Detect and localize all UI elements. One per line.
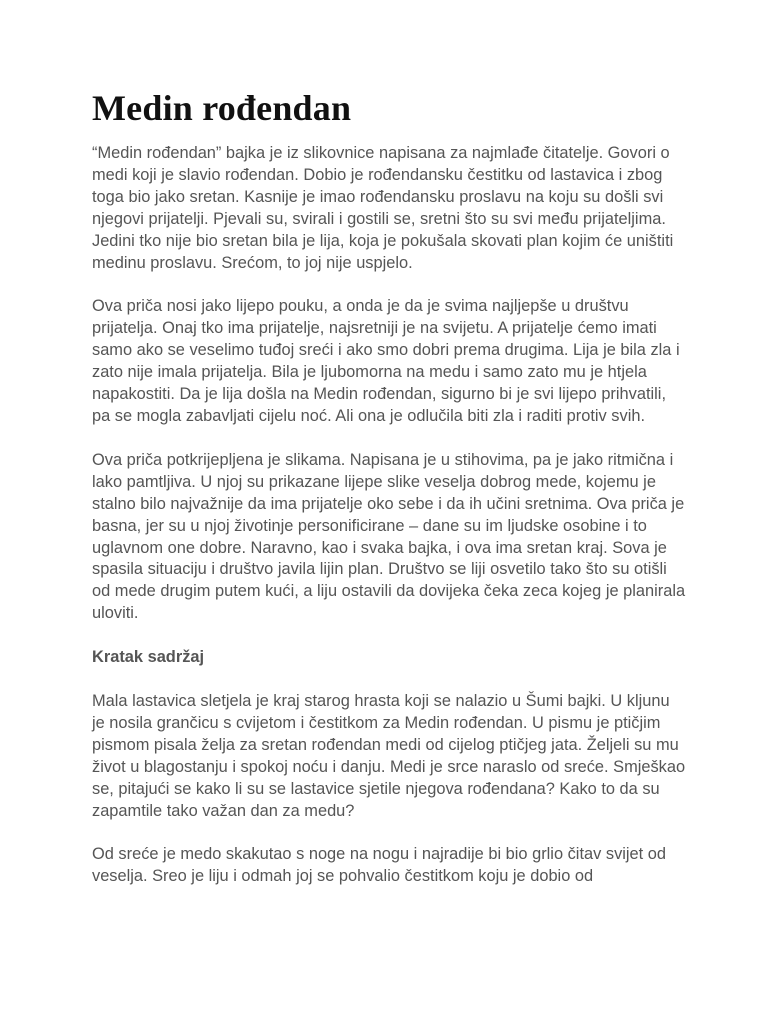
- section-heading: Kratak sadržaj: [92, 648, 205, 667]
- style-paragraph: Ova priča potkrijepljena je slikama. Napisana je u stihovima, pa je jako ritmična i lako pamtljiva. U njoj su prikazane lijepe slike veselja dobrog mede, kojemu je stalno bilo najvažnije da ima prijatelje oko sebe i da ih učini sretnima. Ova priča je basna, jer su u njoj životinje personificirane – dane su im ljudske osobine i to uglavnom one dobre. Naravno, kao i svaka bajka, i ova ima sretan kraj. Sova je spasila situaciju i društvo javila lijin plan. Društvo se liji osvetilo tako što su otišli od mede drugim putem kući, a liju ostavili da dovijeka čeka zeca kojeg je planirala uloviti.: [92, 450, 686, 623]
- moral-paragraph: Ova priča nosi jako lijepo pouku, a onda je da je svima najljepše u društvu prijatelja. Onaj tko ima prijatelje, najsretniji je na svijetu. A prijatelje ćemo imati samo ako se veselimo tuđoj sreći i ako smo dobri prema drugima. Lija je bila zla i zato nije imala prijatelja. Bila je ljubomorna na medu i samo zato mu je htjela napakostiti. Da je lija došla na Medin rođendan, sigurno bi je svi lijepo prihvatili, pa se mogla zabavljati cijelu noć. Ali ona je odlučila biti zla i raditi protiv svih.: [92, 297, 680, 425]
- intro-paragraph: “Medin rođendan” bajka je iz slikovnice napisana za najmlađe čitatelje. Govori o medi koji je slavio rođendan. Dobio je rođendansku čestitku od lastavica i zbog toga bio jako sretan. Kasnije je imao rođendansku proslavu na koju su došli svi njegovi prijatelji. Pjevali su, svirali i gostili se, sretni što su svi među prijateljima. Jedini tko nije bio sretan bila je lija, koja je pokušala skovati plan kojim će uništiti medinu proslavu. Srećom, to joj nije uspjelo.: [92, 144, 674, 272]
- summary-paragraph-continued: Od sreće je medo skakutao s noge na nogu i najradije bi bio grlio čitav svijet od veselja. Sreo je liju i odmah joj se pohvalio čestitkom koju je dobio od: [92, 845, 667, 886]
- document-title: Medin rođendan: [92, 88, 352, 128]
- summary-paragraph: Mala lastavica sletjela je kraj starog hrasta koji se nalazio u Šumi bajki. U kljunu je nosila grančicu s cvijetom i čestitkom za Medin rođendan. U pismu je ptičjim pismom pisala želja za sretan rođendan medi od cijelog ptičjeg jata. Željeli su mu život u blagostanju i spokoj noću i danju. Medi je srce naraslo od sreće. Smješkao se, pitajući se kako li su se lastavice sjetile njegova rođendana? Kako to da su zapamtile tako važan dan za medu?: [92, 692, 686, 820]
- document-page: [92, 86, 686, 910]
